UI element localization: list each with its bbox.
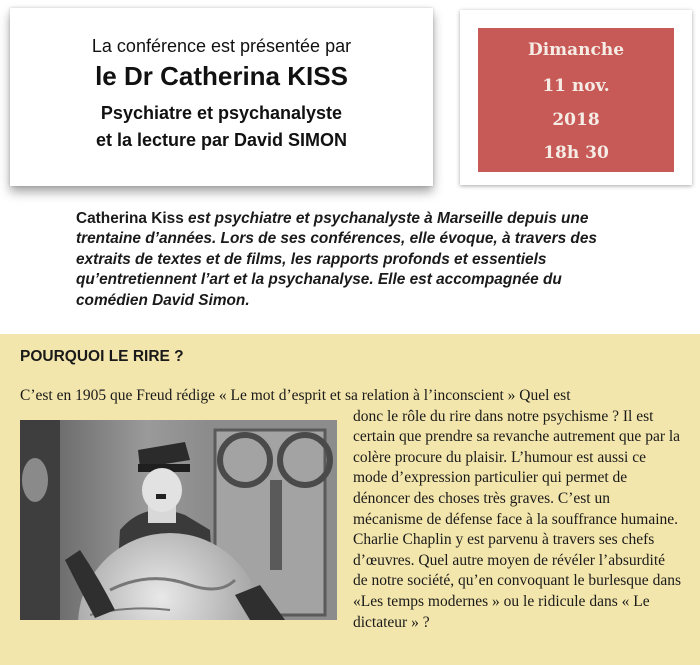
presented-by: La conférence est présentée par bbox=[91, 36, 352, 56]
event-year: 2018 bbox=[552, 110, 600, 130]
speaker-name: le Dr Catherina KISS bbox=[95, 61, 348, 91]
intro-name: Catherina Kiss bbox=[76, 210, 184, 227]
date-box bbox=[478, 28, 674, 172]
intro-paragraph bbox=[76, 209, 624, 311]
article-first-line: C’est en 1905 que Freud rédige « Le mot d’esprit et sa relation à l’inconscient » Quel est bbox=[20, 387, 571, 404]
event-time: 18h 30 bbox=[543, 143, 609, 163]
event-date: 11 nov. bbox=[542, 76, 610, 96]
title-card bbox=[10, 8, 433, 186]
intro-text: est psychiatre et psychanalyste à Marseille depuis une trentaine d’années. Lors de ses conférences, elle évoque, à travers des extraits de textes et de films, les rapports profonds et essentiels qu’entretiennent l’art et la psychanalyse. Elle est accompagnée du comédien David Simon. bbox=[76, 210, 597, 309]
article-text bbox=[20, 386, 685, 633]
article-body: donc le rôle du rire dans notre psychisme ? Il est certain que prendre sa revanche autrement que par la colère procure du plaisir. L’humour est aussi ce mode d’expression particulier qui permet de dénoncer des choses très graves. C’est un mécanisme de défense face à la souffrance humaine. Charlie Chaplin y est parvenu à travers ses chefs d’œuvres. Quel autre moyen de révéler l’absurdité de notre société, qu’en convoquant le burlesque dans «Les temps modernes » ou le ridicule dans « Le dictateur » ? bbox=[353, 407, 681, 631]
date-card bbox=[460, 10, 692, 185]
speaker-role: Psychiatre et psychanalyste bbox=[100, 103, 343, 123]
article-panel bbox=[0, 334, 700, 665]
section-title: POURQUOI LE RIRE ? bbox=[20, 348, 184, 365]
event-day: Dimanche bbox=[527, 40, 625, 60]
reading-by: et la lecture par David SIMON bbox=[95, 130, 348, 150]
